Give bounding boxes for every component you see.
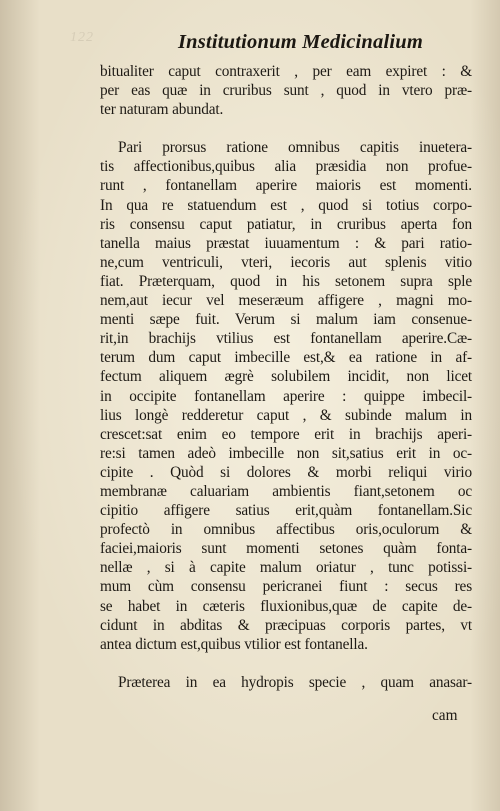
text-line: re:si tamen adeò imbecille non sit,satius erit in oc- (100, 444, 472, 462)
paragraph-gap (100, 119, 472, 138)
text-line: nellæ , si à capite malum oriatur , tunc potissi- (100, 559, 472, 577)
text-line: tanella maius præstat iuuamentum : & pari ratio- (100, 234, 472, 252)
text-line: nem,aut iecur vel meseræum affigere , magni mo- (100, 292, 472, 310)
text-line: in occipite fontanellam aperire : quippe imbecil- (100, 387, 472, 405)
text-line: antea dictum est,quibus vtilior est fontanella. (100, 635, 368, 653)
text-line: cipitio affigere satius erit,quàm fontanellam.Sic (100, 502, 472, 520)
text-line: rit,in brachijs vtilius est fontanellam aperire.Cæ- (100, 330, 472, 348)
catchword: cam (432, 707, 458, 724)
text-line: Præterea in ea hydropis specie , quam anasar- (118, 673, 472, 691)
text-line: cidunt in abditas & præcipuas corporis partes, vt (100, 616, 472, 634)
text-line: mum cùm consensu pericranei fiunt : secus res (100, 578, 472, 596)
text-line: fectum aliquem ægrè solubilem incidit, non licet (100, 368, 472, 386)
running-head: Institutionum Medicinalium (178, 31, 424, 53)
text-line: profectò in omnibus affectibus oris,oculorum & (100, 521, 472, 539)
text-line: per eas quæ in cruribus sunt , quod in vtero præ- (100, 82, 472, 100)
text-line: runt , fontanellam aperire maioris est momenti. (100, 177, 472, 195)
text-line: menti sæpe fuit. Verum si malum iam consenue- (100, 311, 472, 329)
text-line: ter naturam abundat. (100, 101, 224, 119)
text-line: Pari prorsus ratione omnibus capitis inuetera- (118, 139, 472, 157)
paragraph-gap (100, 654, 472, 673)
text-line: ne,cum ventriculi, vteri, iecoris aut splenis vitio (100, 253, 472, 271)
text-line: faciei,maioris sunt momenti setones quàm fonta- (100, 540, 472, 558)
body-text (100, 62, 472, 692)
text-line: lius longè redderetur caput , & subinde malum in (100, 406, 472, 424)
text-line: ris consensu caput patiatur, in cruribus aperta fon (100, 215, 472, 233)
text-line: tis affectionibus,quibus alia præsidia non profue- (100, 158, 472, 176)
text-line: crescet:sat enim eo tempore erit in brachijs aperi- (100, 425, 472, 443)
text-line: In qua re statuendum est , quod si totius corpo- (100, 196, 472, 214)
text-line: cipite . Quòd si dolores & morbi reliqui virio (100, 463, 472, 481)
bleed-through: 122 (70, 30, 94, 45)
text-line: bitualiter caput contraxerit , per eam expiret : & (100, 63, 472, 80)
text-line: se habet in cæteris fluxionibus,quæ de capite de- (100, 597, 472, 615)
text-line: membranæ caluariam ambientis fiant,setonem oc (100, 482, 472, 500)
text-line: terum dum caput imbecille est,& ea ratione in af- (100, 349, 472, 367)
text-line: fiat. Præterquam, quod in his setonem supra sple (100, 272, 472, 290)
